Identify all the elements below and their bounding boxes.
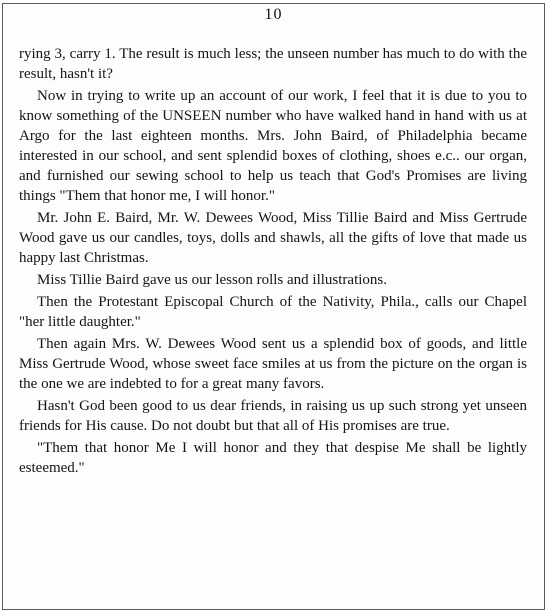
paragraph: Then again Mrs. W. Dewees Wood sent us a splendid box of goods, and little Miss Gertrude Wood, whose sweet face smiles at us from the picture on the organ is the one we are indebted to for a great many favors. [19,336,527,392]
page-number: 10 [264,6,283,23]
paragraph: Hasn't God been good to us dear friends, in raising us up such strong yet unseen friends for His cause. Do not doubt but that all of His promises are true. [19,398,527,434]
document-page [2,3,545,610]
paragraph: Now in trying to write up an account of our work, I feel that it is due to you to know something of the UNSEEN number who have walked hand in hand with us at Argo for the last eighteen months. Mrs. John Baird, of Philadelphia became interested in our school, and sent splendid boxes of clothing, shoes e.c.. our organ, and furnished our sewing school to help us teach that God's Promises are living things "Them that honor me, I will honor." [19,88,527,204]
body-text [19,44,527,478]
paragraph: Then the Protestant Episcopal Church of the Nativity, Phila., calls our Chapel "her little daughter." [19,294,527,330]
paragraph: rying 3, carry 1. The result is much less; the unseen number has much to do with the result, hasn't it? [19,46,527,82]
paragraph: "Them that honor Me I will honor and they that despise Me shall be lightly esteemed." [19,440,527,476]
paragraph: Mr. John E. Baird, Mr. W. Dewees Wood, Miss Tillie Baird and Miss Gertrude Wood gave us our candles, toys, dolls and shawls, all the gifts of love that made us happy last Christmas. [19,210,527,266]
paragraph: Miss Tillie Baird gave us our lesson rolls and illustrations. [37,272,388,288]
